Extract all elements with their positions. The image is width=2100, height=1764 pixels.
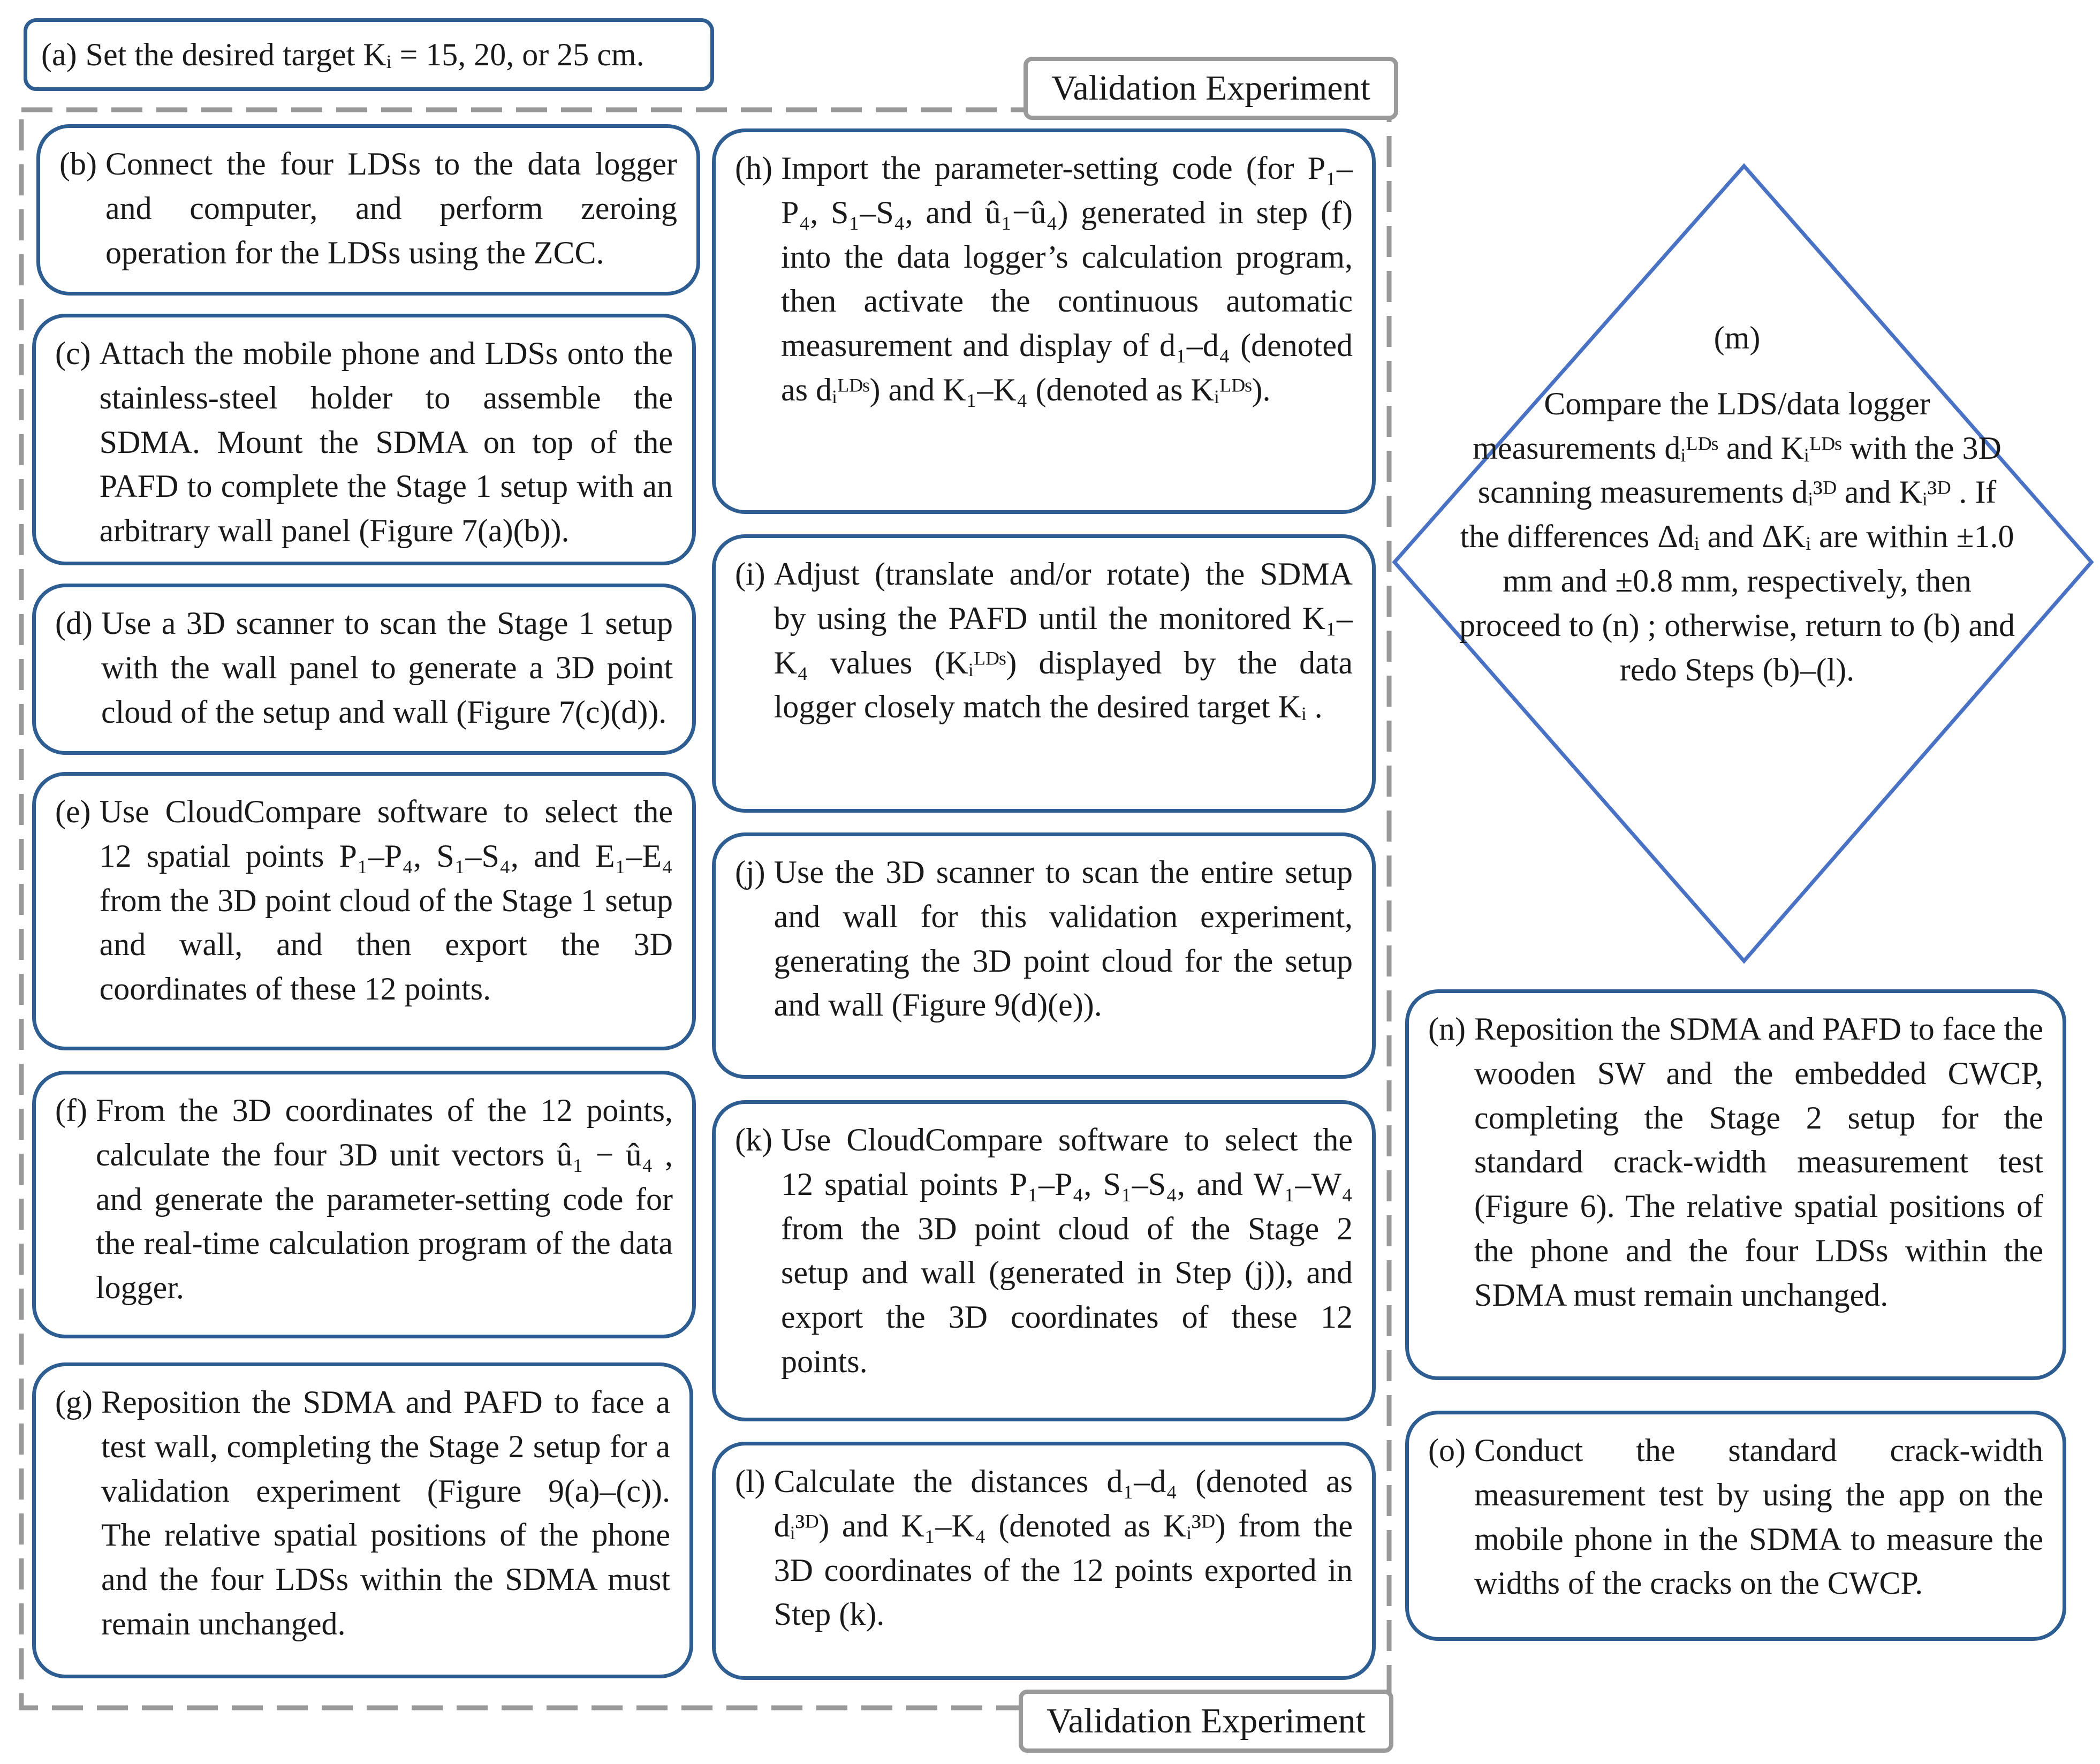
step-e-label: (e) (55, 794, 91, 829)
step-j-label: (j) (735, 854, 765, 890)
step-i-text: Adjust (translate and/or rotate) the SDMA by using the PAFD until the monitored K₁–K₄ values (Kᵢᴸᴰˢ) displayed by the data logger closely match the desired target Kᵢ . (774, 556, 1353, 725)
step-i-label: (i) (735, 556, 765, 592)
step-h-label: (h) (735, 150, 772, 186)
step-b-label: (b) (59, 146, 97, 181)
step-g-label: (g) (55, 1384, 93, 1420)
step-j-text: Use the 3D scanner to scan the entire setup and wall for this validation experiment, generating the 3D point cloud for the setup and wall (Figure 9(d)(e)). (774, 854, 1353, 1023)
step-d-label: (d) (55, 605, 93, 641)
step-n-text: Reposition the SDMA and PAFD to face the wooden SW and the embedded CWCP, completing the Stage 2 setup for the standard crack-width measurement test (Figure 6). The relative spatial positions of the phone and the four LDSs within the SDMA must remain unchanged. (1474, 1011, 2043, 1313)
step-m-content (1435, 316, 2040, 692)
step-f-text: From the 3D coordinates of the 12 points, calculate the four 3D unit vectors û₁ − û₄ , and generate the parameter-setting code for the real-time calculation program of the data logger. (95, 1093, 673, 1306)
step-h-text: Import the parameter-setting code (for P₁–P₄, S₁–S₄, and û₁−û₄) generated in step (f) into the data logger’s calculation program, then activate the continuous automatic measurement and display of d₁–d₄ (denoted as dᵢᴸᴰˢ) and K₁–K₄ (denoted as Kᵢᴸᴰˢ). (780, 150, 1353, 407)
step-g-text: Reposition the SDMA and PAFD to face a test wall, completing the Stage 2 setup for a validation experiment (Figure 9(a)–(c)). The relative spatial positions of the phone and the four LDSs within the SDMA must remain unchanged. (101, 1384, 670, 1641)
step-m-text: Compare the LDS/data logger measurements dᵢᴸᴰˢ and Kᵢᴸᴰˢ with the 3D scanning measurements dᵢ³ᴰ and Kᵢ³ᴰ . If the differences Δdᵢ and ΔKᵢ are within ±1.0 mm and ±0.8 mm, respectively, then proceed to (n) ; otherwise, return to (b) and redo Steps (b)–(l). (1459, 385, 2015, 687)
step-b-text: Connect the four LDSs to the data logger and computer, and perform zeroing operation for the LDSs using the ZCC. (105, 146, 677, 270)
step-c-label: (c) (55, 336, 91, 371)
step-c-text: Attach the mobile phone and LDSs onto the stainless-steel holder to assemble the SDMA. Mount the SDMA on top of the PAFD to complete the Stage 1 setup with an arbitrary wall panel (Figure 7(a)(b)). (99, 336, 673, 549)
step-l-text: Calculate the distances d₁–d₄ (denoted as dᵢ³ᴰ) and K₁–K₄ (denoted as Kᵢ³ᴰ) from the 3D coordinates of the 12 points exported in Step (k). (774, 1464, 1353, 1632)
step-f-label: (f) (55, 1093, 87, 1128)
step-e-text: Use CloudCompare software to select the 12 spatial points P₁–P₄, S₁–S₄, and E₁–E₄ from the 3D point cloud of the Stage 1 setup and wall, and then export the 3D coordinates of these 12 points. (99, 794, 673, 1007)
step-m-label: (m) (1714, 320, 1761, 355)
step-a-text: Set the desired target Kᵢ = 15, 20, or 25 cm. (85, 36, 645, 72)
step-a-label: (a) (41, 36, 77, 72)
step-k-text: Use CloudCompare software to select the 12 spatial points P₁–P₄, S₁–S₄, and W₁–W₄ from the 3D point cloud of the Stage 2 setup and wall (generated in Step (j)), and export the 3D coordinates of these 12 points. (780, 1122, 1353, 1379)
step-o-box (1405, 1411, 2066, 1641)
step-k-label: (k) (735, 1122, 772, 1157)
step-l-label: (l) (735, 1464, 765, 1499)
step-o-label: (o) (1428, 1433, 1466, 1468)
step-d-text: Use a 3D scanner to scan the Stage 1 setup with the wall panel to generate a 3D point cloud of the setup and wall (Figure 7(c)(d)). (101, 605, 673, 730)
step-n-box (1405, 989, 2066, 1380)
validation-tag-top: Validation Experiment (1024, 57, 1398, 120)
step-n-label: (n) (1428, 1011, 1466, 1047)
step-o-text: Conduct the standard crack-width measurement test by using the app on the mobile phone in the SDMA to measure the widths of the cracks on the CWCP. (1474, 1433, 2043, 1601)
validation-tag-bottom: Validation Experiment (1019, 1690, 1393, 1753)
